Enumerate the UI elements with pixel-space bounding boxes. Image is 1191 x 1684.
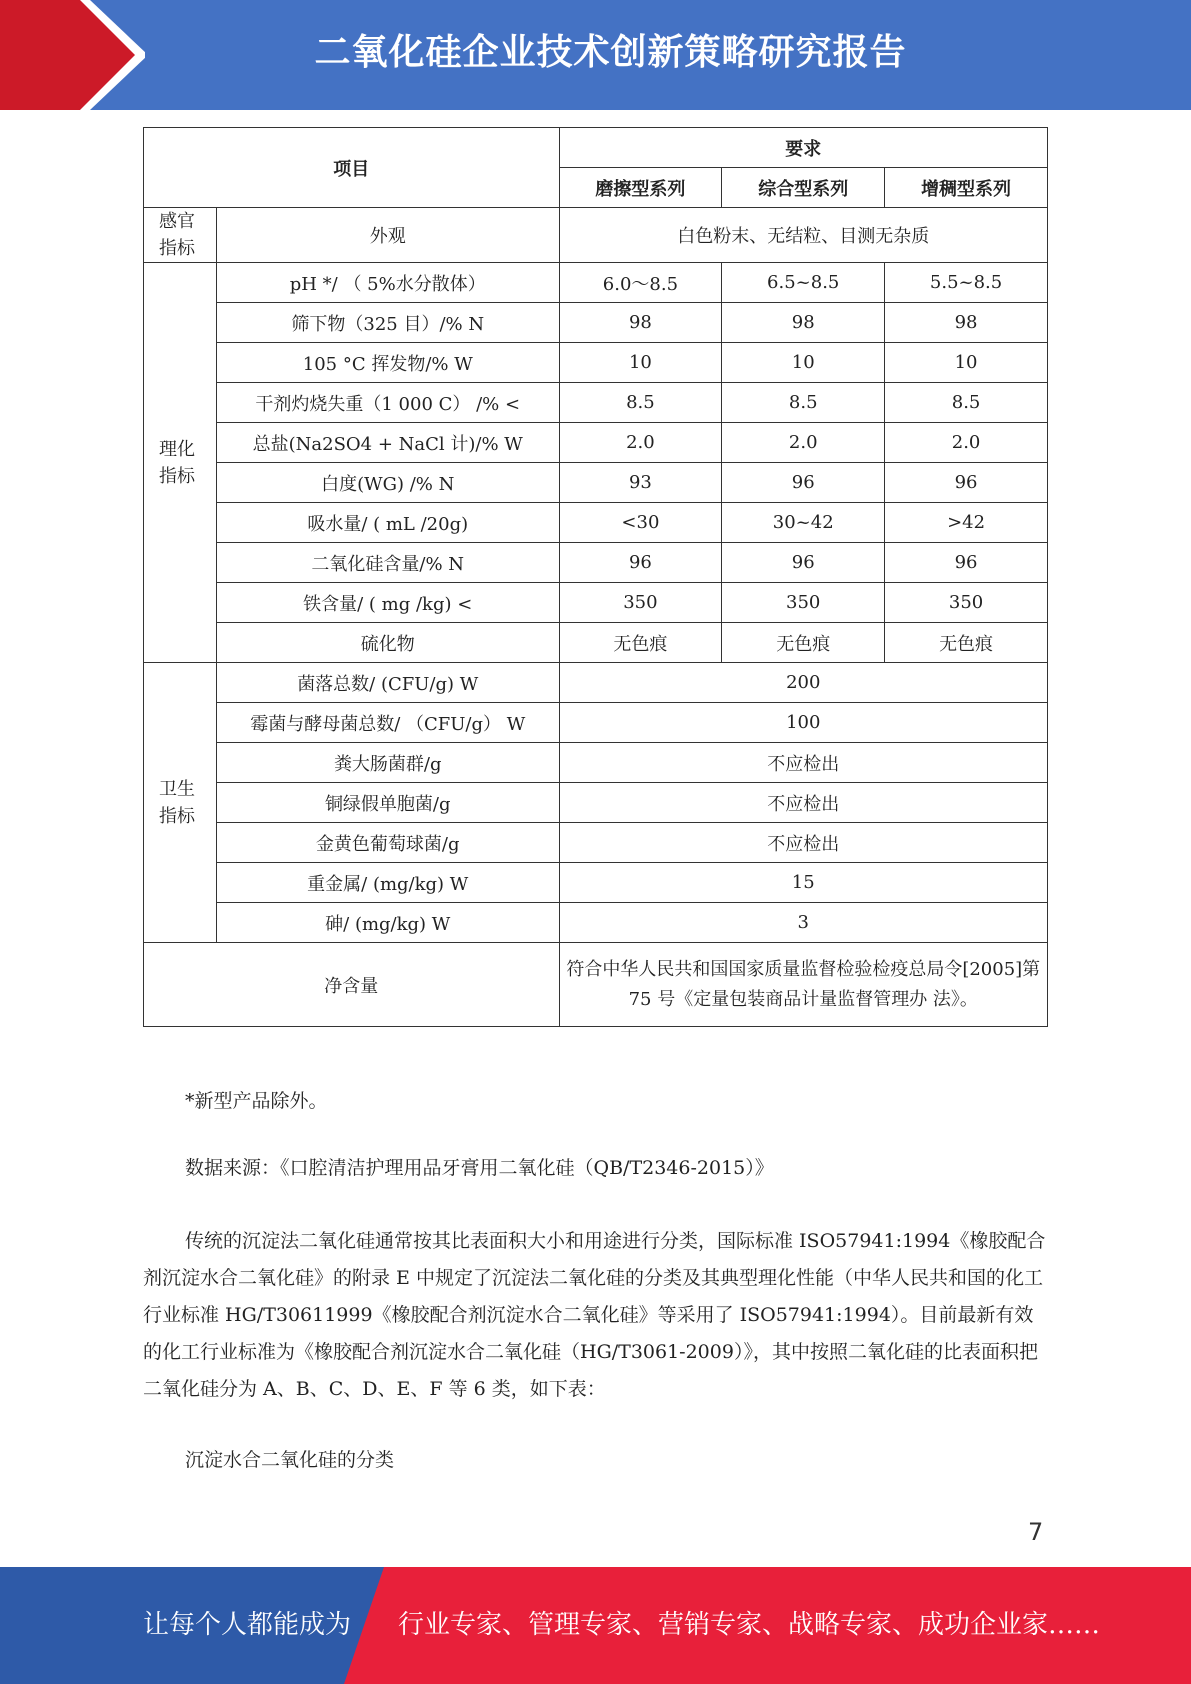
row-value: <30: [559, 503, 722, 543]
row-item: 菌落总数/ (CFU/g) W: [216, 663, 559, 703]
header-col-1: 磨擦型系列: [559, 168, 722, 208]
page-header: [0, 0, 1191, 110]
row-item: 重金属/ (mg/kg) W: [216, 863, 559, 903]
row-item: 总盐(Na2SO4 + NaCl 计)/% W: [216, 423, 559, 463]
row-value: 2.0: [722, 423, 885, 463]
row-value: 96: [722, 463, 885, 503]
row-item: 二氧化硅含量/% N: [216, 543, 559, 583]
source-text: 数据来源：《口腔清洁护理用品牙膏用二氧化硅（QB/T2346-2015）》: [185, 1157, 774, 1179]
row-value: 2.0: [559, 423, 722, 463]
footer-slogan-right: 行业专家、管理专家、营销专家、战略专家、成功企业家……: [398, 1610, 1101, 1640]
row-value: 98: [559, 303, 722, 343]
row-value: 200: [559, 663, 1047, 703]
note-text: *新型产品除外。: [185, 1090, 328, 1112]
header-requirement: 要求: [559, 128, 1047, 168]
page-title: 二氧化硅企业技术创新策略研究报告: [314, 32, 907, 73]
table-row: [144, 208, 1048, 263]
row-item: 筛下物（325 目）/% N: [216, 303, 559, 343]
page-footer: [0, 1567, 1191, 1684]
spec-table: [143, 127, 1048, 1027]
page-number: 7: [1028, 1518, 1044, 1546]
row-item: 粪大肠菌群/g: [216, 743, 559, 783]
row-item: 105 °C 挥发物/% W: [216, 343, 559, 383]
row-value: 8.5: [885, 383, 1048, 423]
header-col-3: 增稠型系列: [885, 168, 1048, 208]
row-item-net: 净含量: [144, 943, 560, 1027]
row-value: 6.5~8.5: [722, 263, 885, 303]
row-value: 6.0～8.5: [559, 263, 722, 303]
row-value: 350: [885, 583, 1048, 623]
row-value: 350: [722, 583, 885, 623]
category-hygiene: 卫生指标: [144, 663, 217, 943]
table-row: [144, 863, 1048, 903]
row-item: 铜绿假单胞菌/g: [216, 783, 559, 823]
table-row: [144, 543, 1048, 583]
row-value: 无色痕: [722, 623, 885, 663]
table-row: [144, 743, 1048, 783]
table-header-row: [144, 128, 1048, 168]
row-value: 15: [559, 863, 1047, 903]
row-value: 96: [885, 463, 1048, 503]
table-row: [144, 663, 1048, 703]
row-value: 5.5~8.5: [885, 263, 1048, 303]
row-value: 3: [559, 903, 1047, 943]
table-row: [144, 503, 1048, 543]
category-physchem: 理化指标: [144, 263, 217, 663]
table-row: [144, 783, 1048, 823]
table-row: [144, 423, 1048, 463]
row-value: 96: [722, 543, 885, 583]
table-caption: 沉淀水合二氧化硅的分类: [185, 1449, 395, 1471]
row-item: 硫化物: [216, 623, 559, 663]
row-item: 外观: [216, 208, 559, 263]
row-value: 10: [722, 343, 885, 383]
row-item: 霉菌与酵母菌总数/ （CFU/g） W: [216, 703, 559, 743]
row-value: 白色粉末、无结粒、目测无杂质: [559, 208, 1047, 263]
row-value: 不应检出: [559, 743, 1047, 783]
row-value: >42: [885, 503, 1048, 543]
row-value: 8.5: [722, 383, 885, 423]
row-value: 10: [885, 343, 1048, 383]
row-value: 98: [722, 303, 885, 343]
table-row: [144, 823, 1048, 863]
table-row: [144, 583, 1048, 623]
table-row: [144, 943, 1048, 1027]
table-row: [144, 703, 1048, 743]
footer-slogan-left: 让每个人都能成为: [143, 1610, 352, 1640]
table-row: [144, 303, 1048, 343]
table-row: [144, 623, 1048, 663]
row-value: 无色痕: [559, 623, 722, 663]
row-value: 2.0: [885, 423, 1048, 463]
row-item: 砷/ (mg/kg) W: [216, 903, 559, 943]
row-value: 不应检出: [559, 823, 1047, 863]
table-row: [144, 463, 1048, 503]
row-item: 铁含量/ ( mg /kg) <: [216, 583, 559, 623]
row-value: 8.5: [559, 383, 722, 423]
row-value-net: 符合中华人民共和国国家质量监督检验检疫总局令[2005]第 75 号《定量包装商品计量监督管理办 法》。: [559, 943, 1047, 1027]
row-value: 100: [559, 703, 1047, 743]
header-item: 项目: [144, 128, 560, 208]
row-item: 白度(WG) /% N: [216, 463, 559, 503]
header-col-2: 综合型系列: [722, 168, 885, 208]
row-item: 金黄色葡萄球菌/g: [216, 823, 559, 863]
row-item: 吸水量/ ( mL /20g): [216, 503, 559, 543]
table-row: [144, 343, 1048, 383]
row-value: 10: [559, 343, 722, 383]
row-value: 350: [559, 583, 722, 623]
row-value: 98: [885, 303, 1048, 343]
row-value: 93: [559, 463, 722, 503]
row-value: 不应检出: [559, 783, 1047, 823]
body-paragraph: 传统的沉淀法二氧化硅通常按其比表面积大小和用途进行分类，国际标准 ISO57941:1994《橡胶配合剂沉淀水合二氧化硅》的附录 E 中规定了沉淀法二氧化硅的分类及其典型理化性能（中华人民共和国的化工行业标准 HG/T30611999《橡胶配合剂沉淀水合二氧化硅》等采用了 ISO57941:1994）。目前最新有效的化工行业标准为《橡胶配合剂沉淀水合二氧化硅（HG/T3061-2009）》，其中按照二氧化硅的比表面积把二氧化硅分为 A、B、C、D、E、F 等 6 类，如下表：: [143, 1230, 1046, 1400]
row-item: pH */ （ 5%水分散体）: [216, 263, 559, 303]
category-sensory: 感官指标: [144, 208, 217, 263]
table-row: [144, 903, 1048, 943]
row-value: 无色痕: [885, 623, 1048, 663]
row-item: 干剂灼烧失重（1 000 C） /% <: [216, 383, 559, 423]
row-value: 96: [559, 543, 722, 583]
row-value: 30~42: [722, 503, 885, 543]
table-row: [144, 383, 1048, 423]
row-value: 96: [885, 543, 1048, 583]
table-row: [144, 263, 1048, 303]
